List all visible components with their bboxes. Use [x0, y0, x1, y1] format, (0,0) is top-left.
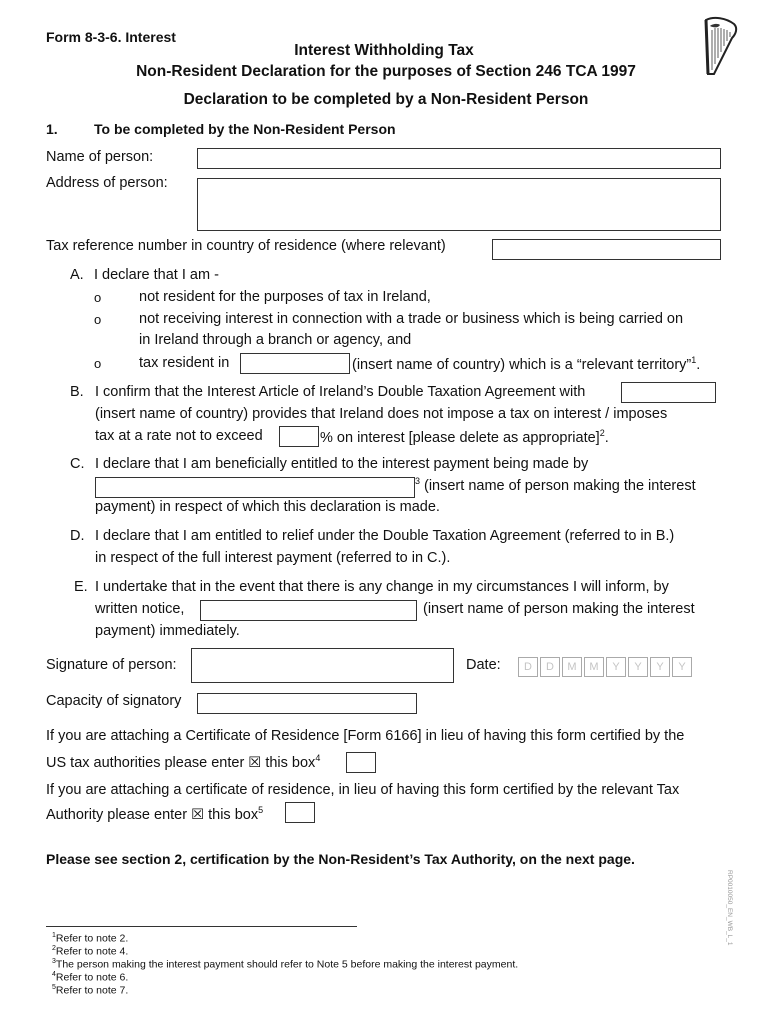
address-label: Address of person:: [46, 175, 168, 191]
form-subtitle: Non-Resident Declaration for the purposes of Section 246 TCA 1997: [136, 63, 636, 80]
footnote-5: $^5$Refer to note 7.: [52, 984, 129, 997]
declaration-a-item-3-post: (insert name of country) which is a “relevant territory”$^1$.: [352, 355, 701, 373]
signature-label: Signature of person:: [46, 657, 177, 673]
declaration-c-line-3: payment) in respect of which this declaration is made.: [95, 499, 440, 515]
footnote-2: $^2$Refer to note 4.: [52, 945, 129, 958]
footnote-1: $^1$Refer to note 2.: [52, 932, 129, 945]
date-day-cell[interactable]: D: [518, 657, 538, 677]
declaration-d-line-2: in respect of the full interest payment (referred to in C.).: [95, 550, 451, 566]
date-year-cell[interactable]: Y: [606, 657, 626, 677]
declaration-e-line-2-pre: written notice,: [95, 601, 185, 617]
declaration-c-line-1: I declare that I am beneficially entitled to the interest payment being made by: [95, 456, 589, 472]
other-certificate-line-2: Authority please enter ☒ this box$^5$: [46, 805, 264, 823]
bullet-icon: o: [94, 290, 102, 305]
declaration-b-line-2: (insert name of country) provides that Ireland does not impose a tax on interest / imposes: [95, 406, 668, 422]
us-certificate-line-1: If you are attaching a Certificate of Residence [Form 6166] in lieu of having this form certified by the: [46, 728, 685, 744]
date-month-cell[interactable]: M: [562, 657, 582, 677]
address-field[interactable]: [197, 178, 721, 231]
declaration-b-line-3-pre: tax at a rate not to exceed: [95, 428, 263, 444]
declaration-a-item-2-line-2: in Ireland through a branch or agency, and: [139, 332, 412, 348]
harp-icon: [696, 14, 744, 80]
declaration-b-line-1: I confirm that the Interest Article of Ireland’s Double Taxation Agreement with: [95, 384, 586, 400]
date-label: Date:: [466, 657, 501, 673]
dta-country-field[interactable]: [621, 382, 716, 403]
declaration-a-letter: A.: [70, 267, 84, 283]
date-day-cell[interactable]: D: [540, 657, 560, 677]
date-year-cell[interactable]: Y: [672, 657, 692, 677]
capacity-field[interactable]: [197, 693, 417, 714]
declaration-c-sup: 3: [415, 476, 421, 486]
declaration-e-line-2-post: (insert name of person making the interest: [423, 601, 695, 617]
capacity-label: Capacity of signatory: [46, 693, 182, 709]
bullet-icon: o: [94, 356, 102, 371]
notice-recipient-field[interactable]: [200, 600, 417, 621]
next-page-note: Please see section 2, certification by the Non-Resident’s Tax Authority, on the next page.: [46, 851, 635, 867]
declaration-e-letter: E.: [74, 579, 88, 595]
date-field[interactable]: [518, 657, 693, 677]
section-number: 1.: [46, 121, 58, 137]
declaration-a-item-3-pre: tax resident in: [139, 355, 230, 371]
us-certificate-checkbox[interactable]: [346, 752, 376, 773]
date-month-cell[interactable]: M: [584, 657, 604, 677]
footnote-3: $^3$The person making the interest payment should refer to Note 5 before making the interest payment.: [52, 958, 519, 971]
form-heading: Declaration to be completed by a Non-Resident Person: [183, 91, 589, 108]
name-label: Name of person:: [46, 149, 154, 165]
declaration-b-line-3-post: % on interest [please delete as appropriate]$^2$.: [320, 428, 609, 446]
form-title: Interest Withholding Tax: [294, 42, 474, 59]
declaration-a-item-1: not resident for the purposes of tax in Ireland,: [139, 289, 431, 305]
declaration-e-line-3: payment) immediately.: [95, 623, 240, 639]
footnote-4: $^4$Refer to note 6.: [52, 971, 129, 984]
declaration-c-letter: C.: [70, 456, 85, 472]
footnote-divider: [46, 926, 357, 927]
declaration-c-line-2: (insert name of person making the interest: [424, 478, 696, 494]
declaration-d-line-1: I declare that I am entitled to relief under the Double Taxation Agreement (referred to in B.): [95, 528, 675, 544]
declaration-e-line-1: I undertake that in the event that there is any change in my circumstances I will inform, by: [95, 579, 669, 595]
form-label: Form 8-3-6. Interest: [46, 29, 176, 45]
date-year-cell[interactable]: Y: [628, 657, 648, 677]
name-field[interactable]: [197, 148, 721, 169]
declaration-a-item-2-line-1: not receiving interest in connection with a trade or business which is being carried on: [139, 311, 684, 327]
bullet-icon: o: [94, 312, 102, 327]
signature-field[interactable]: [191, 648, 454, 683]
tax-resident-country-field[interactable]: [240, 353, 350, 374]
us-certificate-line-2: US tax authorities please enter ☒ this box$^4$: [46, 753, 321, 771]
declaration-a-intro: I declare that I am -: [94, 267, 219, 283]
form-code: RP0010050_EN_WB_L_1: [726, 870, 733, 946]
tax-reference-label: Tax reference number in country of residence (where relevant): [46, 238, 446, 254]
declaration-b-letter: B.: [70, 384, 84, 400]
other-certificate-line-1: If you are attaching a certificate of residence, in lieu of having this form certified by the relevant Tax: [46, 782, 680, 798]
tax-reference-field[interactable]: [492, 239, 721, 260]
payer-name-field[interactable]: [95, 477, 415, 498]
section-title: To be completed by the Non-Resident Person: [94, 121, 396, 137]
tax-rate-field[interactable]: [279, 426, 319, 447]
other-certificate-checkbox[interactable]: [285, 802, 315, 823]
date-year-cell[interactable]: Y: [650, 657, 670, 677]
declaration-d-letter: D.: [70, 528, 85, 544]
